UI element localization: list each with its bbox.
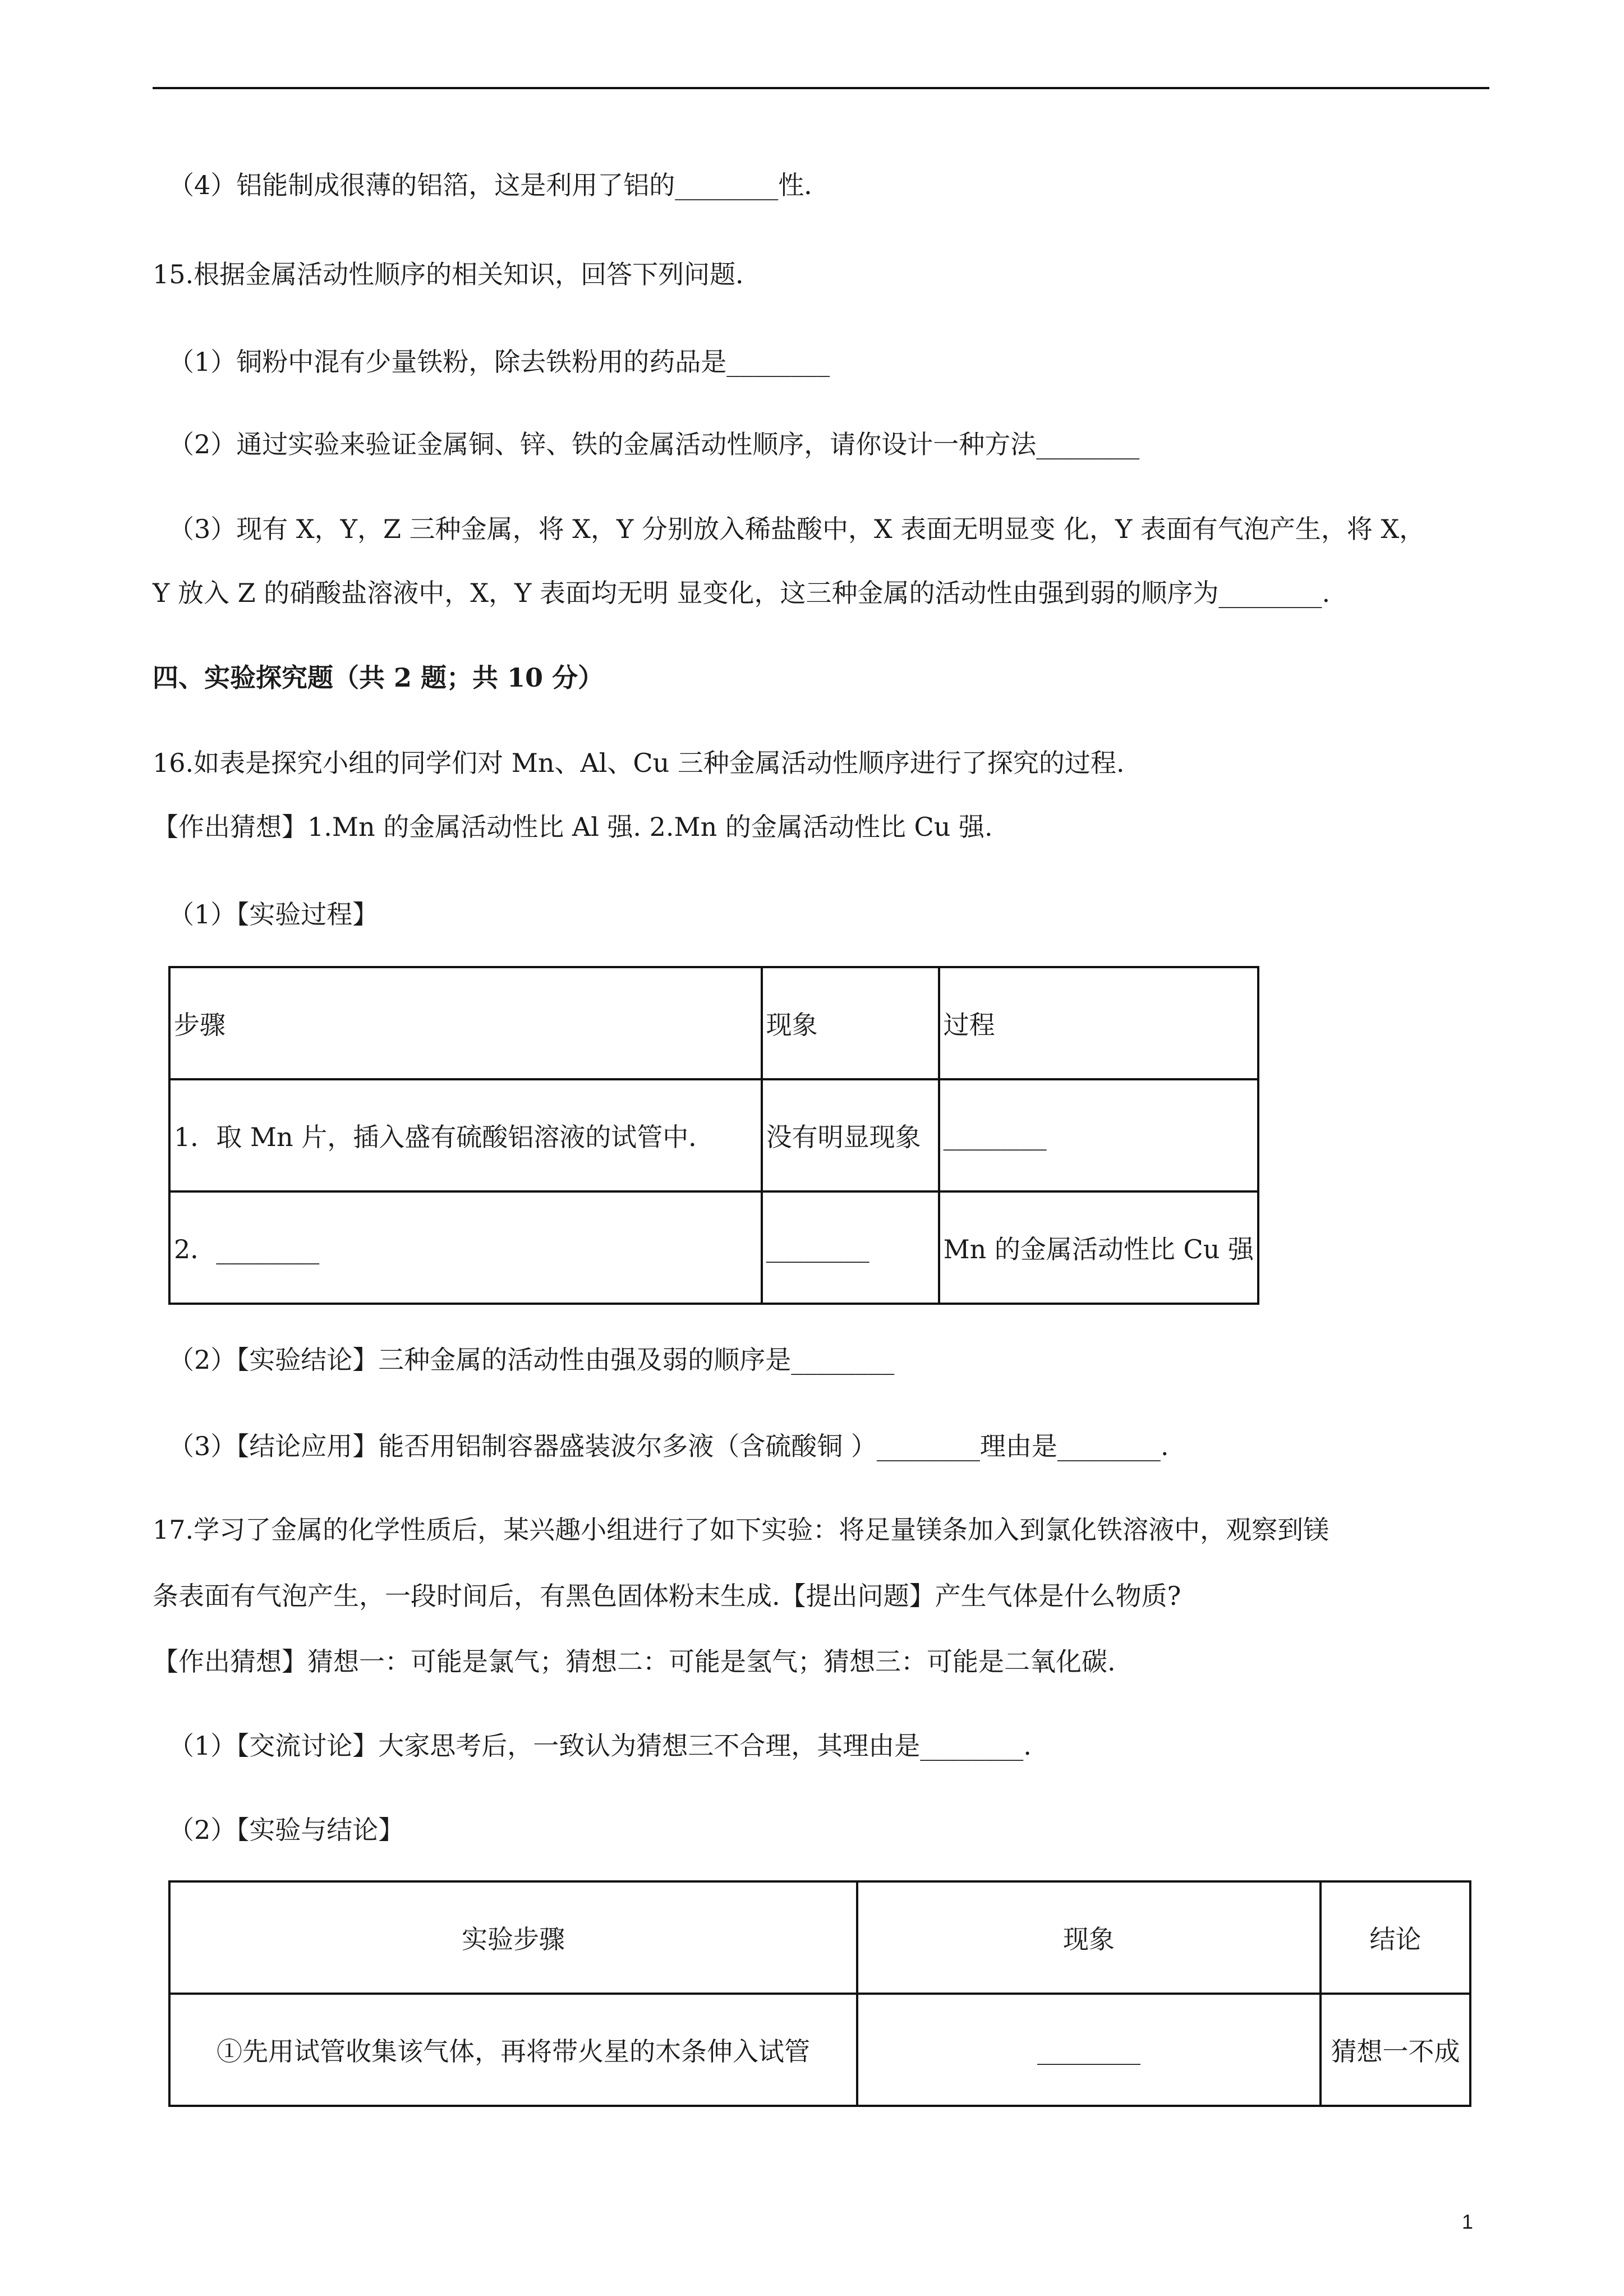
q15-part3-line1: （3）现有 X，Y，Z 三种金属，将 X，Y 分别放入稀盐酸中，X 表面无明显变 化，Y 表面有气泡产生，将 X， — [168, 514, 1425, 544]
table1-header-step: 步骤 — [169, 967, 762, 1079]
table1-r2-step: 2．________ — [169, 1191, 762, 1304]
table1-r1-phenomenon: 没有明显现象 — [762, 1079, 939, 1191]
q17-part1: （1）【交流讨论】大家思考后，一致认为猜想三不合理，其理由是________. — [168, 1731, 1032, 1761]
experiment-table-2 — [168, 1880, 1471, 2107]
table2-header-step: 实验步骤 — [169, 1881, 857, 1994]
q17-line2: 条表面有气泡产生，一段时间后，有黑色固体粉末生成.【提出问题】产生气体是什么物质? — [153, 1581, 1181, 1611]
page-number: 1 — [1462, 2210, 1474, 2233]
q16-hypothesis: 【作出猜想】1.Mn 的金属活动性比 Al 强. 2.Mn 的金属活动性比 Cu 强. — [153, 812, 993, 842]
q17-hypothesis: 【作出猜想】猜想一：可能是氯气；猜想二：可能是氢气；猜想三：可能是二氧化碳. — [153, 1646, 1116, 1677]
q17-part2: （2）【实验与结论】 — [168, 1815, 404, 1845]
q16-part3: （3）【结论应用】能否用铝制容器盛装波尔多液（含硫酸铜 ）________理由是________. — [168, 1431, 1169, 1461]
q17-line1: 17.学习了金属的化学性质后，某兴趣小组进行了如下实验：将足量镁条加入到氯化铁溶液中，观察到镁 — [153, 1515, 1329, 1545]
table2-r1-step: ①先用试管收集该气体，再将带火星的木条伸入试管 — [169, 1994, 857, 2106]
q15-title: 15.根据金属活动性顺序的相关知识，回答下列问题． — [153, 259, 762, 289]
table1-header-phenomenon: 现象 — [762, 967, 939, 1079]
table1-r2-phenomenon: ________ — [762, 1191, 939, 1304]
table2-header-conclusion: 结论 — [1321, 1881, 1470, 1994]
header-rule — [153, 87, 1489, 89]
table1-r1-process: ________ — [939, 1079, 1258, 1191]
experiment-table-1 — [168, 966, 1259, 1305]
table1-r1-step: 1．取 Mn 片，插入盛有硫酸铝溶液的试管中． — [169, 1079, 762, 1191]
q16-title: 16.如表是探究小组的同学们对 Mn、Al、Cu 三种金属活动性顺序进行了探究的过程. — [153, 748, 1125, 778]
table1-r2-process: Mn 的金属活动性比 Cu 强 — [939, 1191, 1258, 1304]
q15-part3-line2: Y 放入 Z 的硝酸盐溶液中，X，Y 表面均无明 显变化，这三种金属的活动性由强到弱的顺序为________. — [153, 578, 1331, 608]
table2-r1-phenomenon: ________ — [857, 1994, 1321, 2106]
q15-part2: （2）通过实验来验证金属铜、锌、铁的金属活动性顺序，请你设计一种方法________ — [168, 429, 1140, 459]
table2-header-phenomenon: 现象 — [857, 1881, 1321, 1994]
q16-part2: （2）【实验结论】三种金属的活动性由强及弱的顺序是________ — [168, 1345, 895, 1375]
table1-header-process: 过程 — [939, 967, 1258, 1079]
section-heading: 四、实验探究题（共 2 题；共 10 分） — [153, 662, 604, 693]
q16-part1: （1）【实验过程】 — [168, 899, 379, 930]
q14-part4: （4）铝能制成很薄的铝箔，这是利用了铝的________性． — [168, 170, 830, 200]
q15-part1: （1）铜粉中混有少量铁粉，除去铁粉用的药品是________ — [168, 347, 830, 377]
table2-r1-conclusion: 猜想一不成 — [1321, 1994, 1470, 2106]
